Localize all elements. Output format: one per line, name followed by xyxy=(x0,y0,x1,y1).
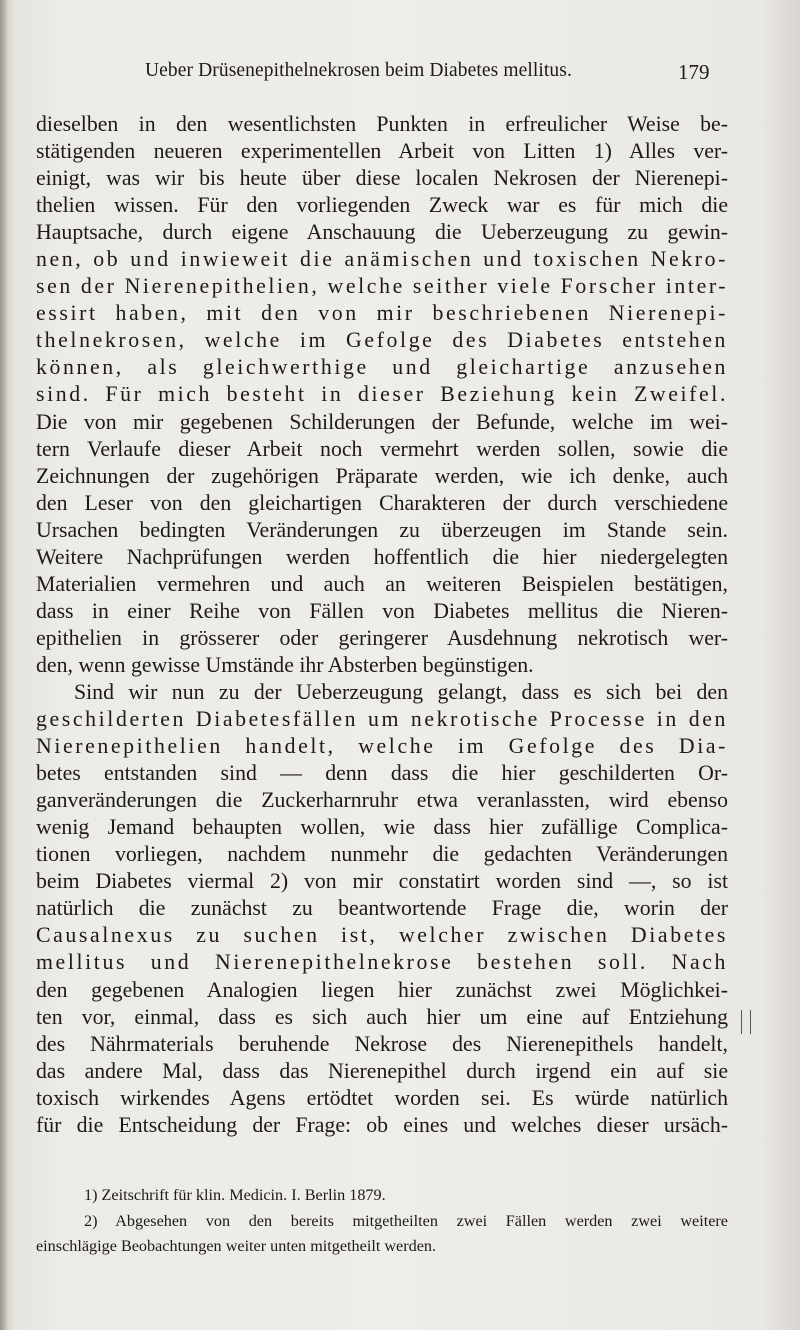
text-line: den Leser von den gleichartigen Charakteren der durch verschiedene xyxy=(36,490,728,515)
text-line: den gegebenen Analogien liegen hier zunächst zwei Möglichkei- xyxy=(36,977,728,1002)
text-line: Hauptsache, durch eigene Anschauung die Ueberzeugung zu gewin- xyxy=(36,220,728,245)
text-line: sen der Nierenepithelien, welche seither viele Forscher inter- xyxy=(36,274,728,299)
text-line: thelnekrosen, welche im Gefolge des Diabetes entstehen xyxy=(36,328,728,353)
text-line: geschilderten Diabetesfällen um nekrotische Processe in den xyxy=(36,707,728,732)
text-line: natürlich die zunächst zu beantwortende Frage die, worin der xyxy=(36,896,728,921)
text-line: können, als gleichwerthige und gleichartige anzusehen xyxy=(36,355,728,380)
text-line: den, wenn gewisse Umstände ihr Absterben begünstigen. xyxy=(36,652,534,677)
running-header: Ueber Drüsenepithelnekrosen beim Diabetes mellitus. xyxy=(145,60,572,81)
text-line: Materialien vermehren und auch an weiteren Beispielen bestätigen, xyxy=(36,571,728,596)
text-line: tionen vorliegen, nachdem nunmehr die gedachten Veränderungen xyxy=(36,842,728,867)
footnote-1: 1) Zeitschrift für klin. Medicin. I. Berlin 1879. xyxy=(84,1186,386,1204)
text-line: betes entstanden sind — denn dass die hier geschilderten Or- xyxy=(36,761,728,786)
text-line: wenig Jemand behaupten wollen, wie dass hier zufällige Complica- xyxy=(36,815,728,840)
text-line: epithelien in grösserer oder geringerer Ausdehnung nekrotisch wer- xyxy=(36,625,728,650)
text-line: Weitere Nachprüfungen werden hoffentlich die hier niedergelegten xyxy=(36,544,728,569)
page-number: 179 xyxy=(678,60,710,84)
text-line: mellitus und Nierenepithelnekrose bestehen soll. Nach xyxy=(36,950,728,975)
text-line: essirt haben, mit den von mir beschriebenen Nierenepi- xyxy=(36,301,728,326)
footnote-2-continuation: einschlägige Beobachtungen weiter unten mitgetheilt werden. xyxy=(36,1237,437,1255)
text-line: Die von mir gegebenen Schilderungen der Befunde, welche im wei- xyxy=(36,409,728,434)
text-line: ganveränderungen die Zuckerharnruhr etwa veranlassten, wird ebenso xyxy=(36,788,728,813)
text-line: Sind wir nun zu der Ueberzeugung gelangt, dass es sich bei den xyxy=(74,679,728,704)
text-line: stätigenden neueren experimentellen Arbeit von Litten 1) Alles ver- xyxy=(36,139,728,164)
text-line: tern Verlaufe dieser Arbeit noch vermehrt werden sollen, sowie die xyxy=(36,436,728,461)
text-line: Ursachen bedingten Veränderungen zu überzeugen im Stande sein. xyxy=(36,517,728,542)
text-line: einigt, was wir bis heute über diese localen Nekrosen der Nierenepi- xyxy=(36,166,728,191)
text-line: Zeichnungen der zugehörigen Präparate werden, wie ich denke, auch xyxy=(36,463,728,488)
text-line: für die Entscheidung der Frage: ob eines und welches dieser ursäch- xyxy=(36,1112,728,1137)
text-line: Nierenepithelien handelt, welche im Gefolge des Dia- xyxy=(36,734,728,759)
text-line: sind. Für mich besteht in dieser Beziehung kein Zweifel. xyxy=(36,382,728,407)
text-line: ten vor, einmal, dass es sich auch hier um eine auf Entziehung xyxy=(36,1004,728,1029)
text-line: das andere Mal, dass das Nierenepithel durch irgend ein auf sie xyxy=(36,1058,728,1083)
text-line: des Nährmaterials beruhende Nekrose des Nierenepithels handelt, xyxy=(36,1031,728,1056)
body-text xyxy=(36,111,728,1139)
spine-shadow xyxy=(0,0,8,1330)
text-line: dieselben in den wesentlichsten Punkten in erfreulicher Weise be- xyxy=(36,112,728,136)
text-line: nen, ob und inwieweit die anämischen und toxischen Nekro- xyxy=(36,247,728,272)
footnote-2: 2) Abgesehen von den bereits mitgetheilten zwei Fällen werden zwei weitere xyxy=(84,1211,728,1230)
text-line: beim Diabetes viermal 2) von mir constatirt worden sind —, so ist xyxy=(36,869,728,894)
text-line: Causalnexus zu suchen ist, welcher zwischen Diabetes xyxy=(36,923,728,948)
margin-pencil-mark xyxy=(741,1010,751,1034)
text-line: dass in einer Reihe von Fällen von Diabetes mellitus die Nieren- xyxy=(36,598,728,623)
footnotes xyxy=(36,1183,728,1260)
text-line: thelien wissen. Für den vorliegenden Zweck war es für mich die xyxy=(36,193,728,218)
text-line: toxisch wirkendes Agens ertödtet worden sei. Es würde natürlich xyxy=(36,1085,728,1110)
